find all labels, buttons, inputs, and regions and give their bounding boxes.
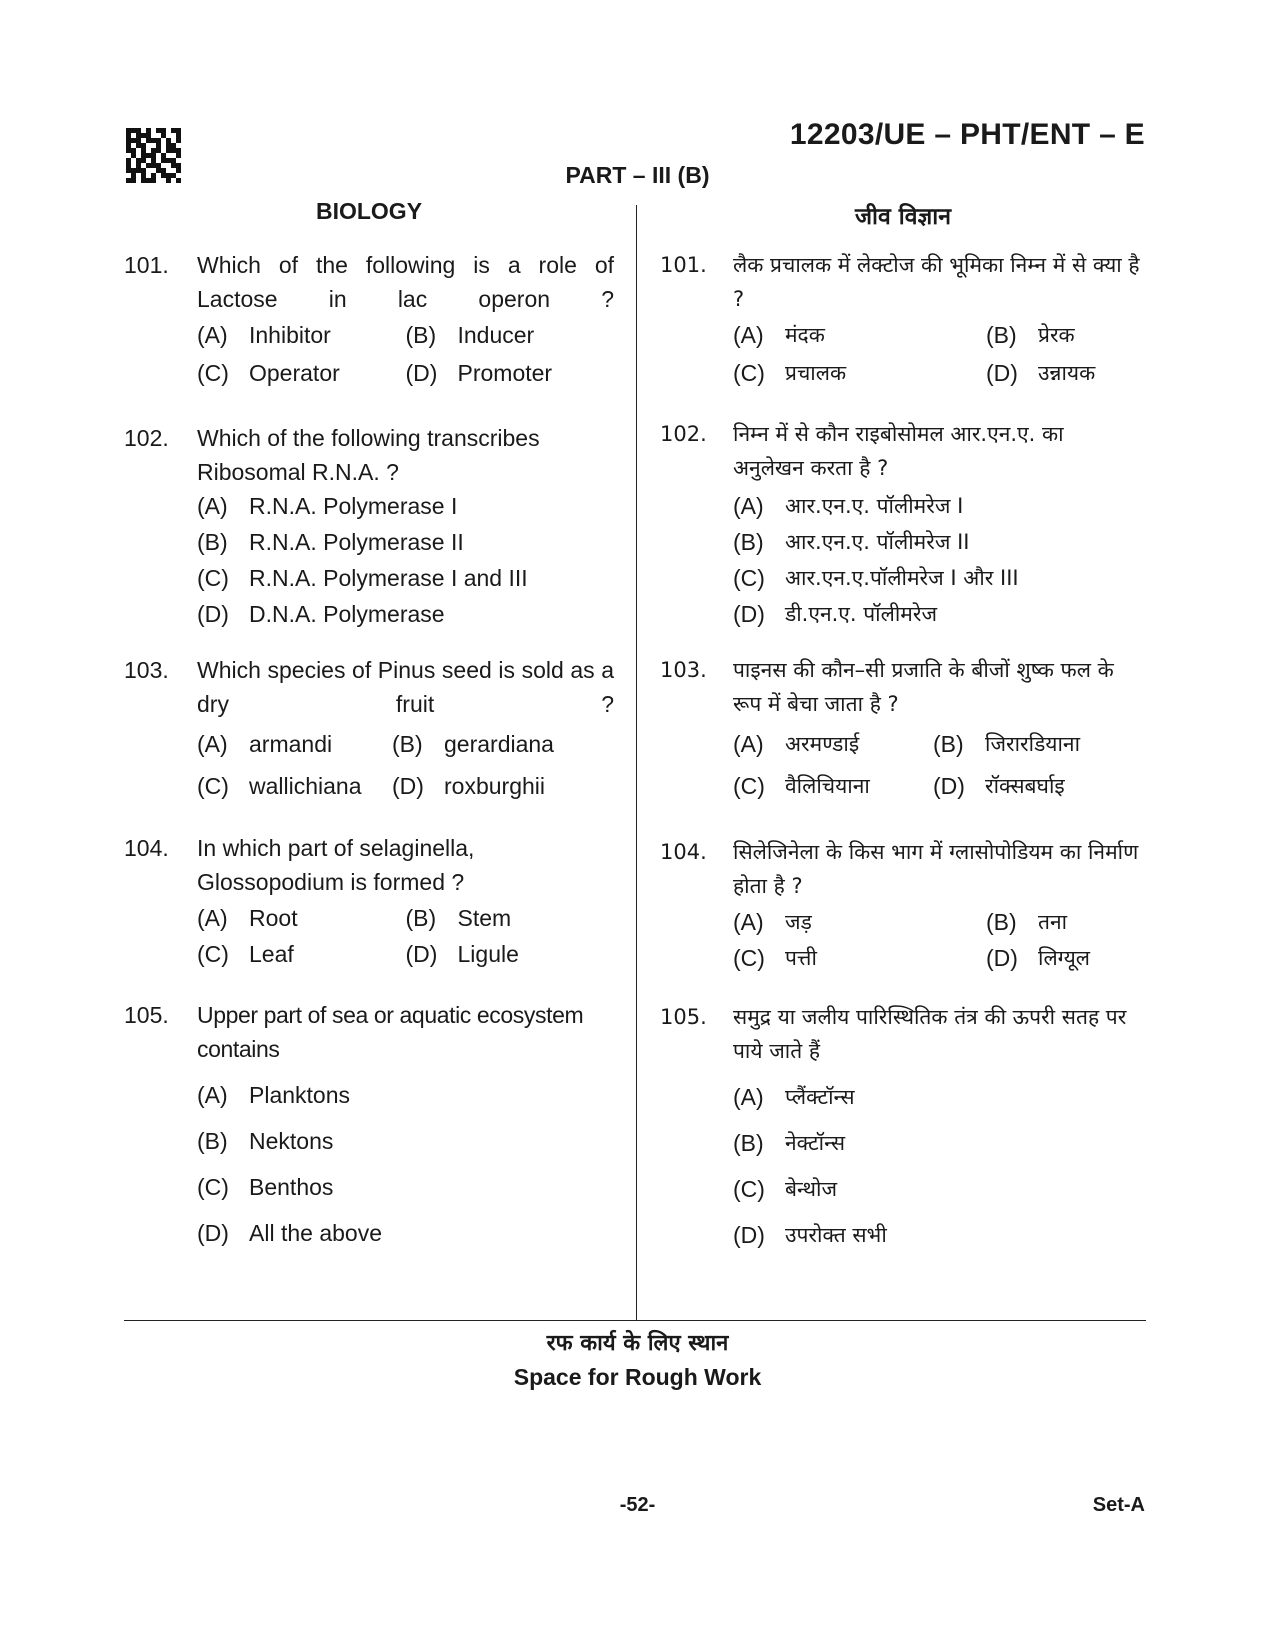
question-105-hi xyxy=(660,1000,1146,1252)
rough-work-divider xyxy=(124,1320,1146,1321)
option-c[interactable]: (C) Operator xyxy=(197,360,340,386)
option-d[interactable]: (D) All the above xyxy=(197,1220,382,1246)
question-102-hi xyxy=(660,417,1146,631)
part-title: PART – III (B) xyxy=(565,162,710,188)
option-b[interactable]: (B) जिरारडियाना xyxy=(933,731,1081,757)
question-text: निम्न में से कौन राइबोसोमल आर.एन.ए. का अनुलेखन करता है ? xyxy=(733,422,1064,480)
option-c[interactable]: (C) बेन्थोज xyxy=(733,1176,838,1202)
option-d[interactable]: (D) लिग्यूल xyxy=(986,945,1090,971)
option-a[interactable]: (A) अरमण्डाई xyxy=(733,731,860,757)
option-b[interactable]: (B) Inducer xyxy=(405,322,535,348)
option-d[interactable]: (D) रॉक्सबर्घाइ xyxy=(933,773,1065,799)
english-heading: BIOLOGY xyxy=(315,198,423,224)
question-number: 103. xyxy=(660,658,707,682)
option-c[interactable]: (C) प्रचालक xyxy=(733,360,847,386)
question-text: Which species of Pinus seed is sold as a dry fruit ? xyxy=(197,657,614,717)
question-104-hi xyxy=(660,835,1146,975)
question-number: 103. xyxy=(124,657,169,683)
question-105 xyxy=(124,998,614,1250)
option-a[interactable]: (A) armandi xyxy=(197,731,333,757)
question-number: 102. xyxy=(660,422,707,446)
hindi-column xyxy=(660,195,1146,1248)
option-a[interactable]: (A) मंदक xyxy=(733,322,825,348)
question-text: Which of the following transcribes Ribosomal R.N.A. ? xyxy=(197,425,540,485)
question-101-hi xyxy=(660,248,1146,390)
option-d[interactable]: (D) डी.एन.ए. पॉलीमरेज xyxy=(733,601,938,627)
option-b[interactable]: (B) R.N.A. Polymerase II xyxy=(197,529,464,555)
option-b[interactable]: (B) तना xyxy=(986,909,1068,935)
question-number: 101. xyxy=(660,253,707,277)
option-a[interactable]: (A) आर.एन.ए. पॉलीमरेज I xyxy=(733,493,964,519)
option-a[interactable]: (A) जड़ xyxy=(733,909,812,935)
option-c[interactable]: (C) R.N.A. Polymerase I and III xyxy=(197,565,528,591)
option-d[interactable]: (D) उपरोक्त सभी xyxy=(733,1222,887,1248)
option-b[interactable]: (B) प्रेरक xyxy=(986,322,1075,348)
paper-code: 12203/UE – PHT/ENT – E xyxy=(789,118,1145,151)
option-a[interactable]: (A) प्लैंक्टॉन्स xyxy=(733,1084,855,1110)
question-103-hi xyxy=(660,653,1146,803)
option-d[interactable]: (D) roxburghii xyxy=(392,773,545,799)
english-column xyxy=(124,195,614,1246)
option-d[interactable]: (D) Ligule xyxy=(405,941,519,967)
option-c[interactable]: (C) Leaf xyxy=(197,941,294,967)
option-c[interactable]: (C) वैलिचियाना xyxy=(733,773,870,799)
option-c[interactable]: (C) पत्ती xyxy=(733,945,817,971)
option-c[interactable]: (C) wallichiana xyxy=(197,773,362,799)
option-a[interactable]: (A) Planktons xyxy=(197,1082,351,1108)
option-b[interactable]: (B) नेक्टॉन्स xyxy=(733,1130,846,1156)
question-number: 102. xyxy=(124,425,169,451)
option-b[interactable]: (B) gerardiana xyxy=(392,731,554,757)
question-text: Upper part of sea or aquatic ecosystem contains xyxy=(197,1002,584,1062)
column-divider xyxy=(636,205,637,1320)
question-number: 101. xyxy=(124,252,169,278)
option-c[interactable]: (C) आर.एन.ए.पॉलीमरेज I और III xyxy=(733,565,1019,591)
question-101 xyxy=(124,248,614,390)
option-a[interactable]: (A) R.N.A. Polymerase I xyxy=(197,493,458,519)
question-103 xyxy=(124,653,614,803)
option-d[interactable]: (D) D.N.A. Polymerase xyxy=(197,601,445,627)
set-label: Set-A xyxy=(1092,1494,1145,1516)
hindi-heading: जीव विज्ञान xyxy=(854,204,952,230)
question-number: 105. xyxy=(660,1005,707,1029)
option-d[interactable]: (D) उन्नायक xyxy=(986,360,1096,386)
question-104 xyxy=(124,831,614,971)
question-text: सिलेजिनेला के किस भाग में ग्लासोपोडियम का निर्माण होता है ? xyxy=(733,840,1139,898)
option-b[interactable]: (B) आर.एन.ए. पॉलीमरेज II xyxy=(733,529,970,555)
option-d[interactable]: (D) Promoter xyxy=(405,360,553,386)
option-b[interactable]: (B) Nektons xyxy=(197,1128,334,1154)
option-b[interactable]: (B) Stem xyxy=(405,905,512,931)
question-text: पाइनस की कौन–सी प्रजाति के बीजों शुष्क फल के रूप में बेचा जाता है ? xyxy=(733,658,1114,716)
question-text: Which of the following is a role of Lactose in lac operon ? xyxy=(197,252,614,312)
option-c[interactable]: (C) Benthos xyxy=(197,1174,334,1200)
option-a[interactable]: (A) Root xyxy=(197,905,298,931)
question-number: 104. xyxy=(660,840,707,864)
rough-work-label-hindi: रफ कार्य के लिए स्थान xyxy=(546,1331,729,1356)
question-102 xyxy=(124,421,614,631)
question-text: लैक प्रचालक में लेक्टोज की भूमिका निम्न में से क्या है ? xyxy=(733,253,1140,311)
rough-work-label: Space for Rough Work xyxy=(513,1364,762,1390)
option-a[interactable]: (A) Inhibitor xyxy=(197,322,331,348)
question-text: समुद्र या जलीय पारिस्थितिक तंत्र की ऊपरी सतह पर पाये जाते हैं xyxy=(733,1005,1127,1063)
page-number: -52- xyxy=(619,1494,656,1516)
question-text: In which part of selaginella, Glossopodium is formed ? xyxy=(197,835,475,895)
question-number: 104. xyxy=(124,835,169,861)
question-number: 105. xyxy=(124,1002,169,1028)
